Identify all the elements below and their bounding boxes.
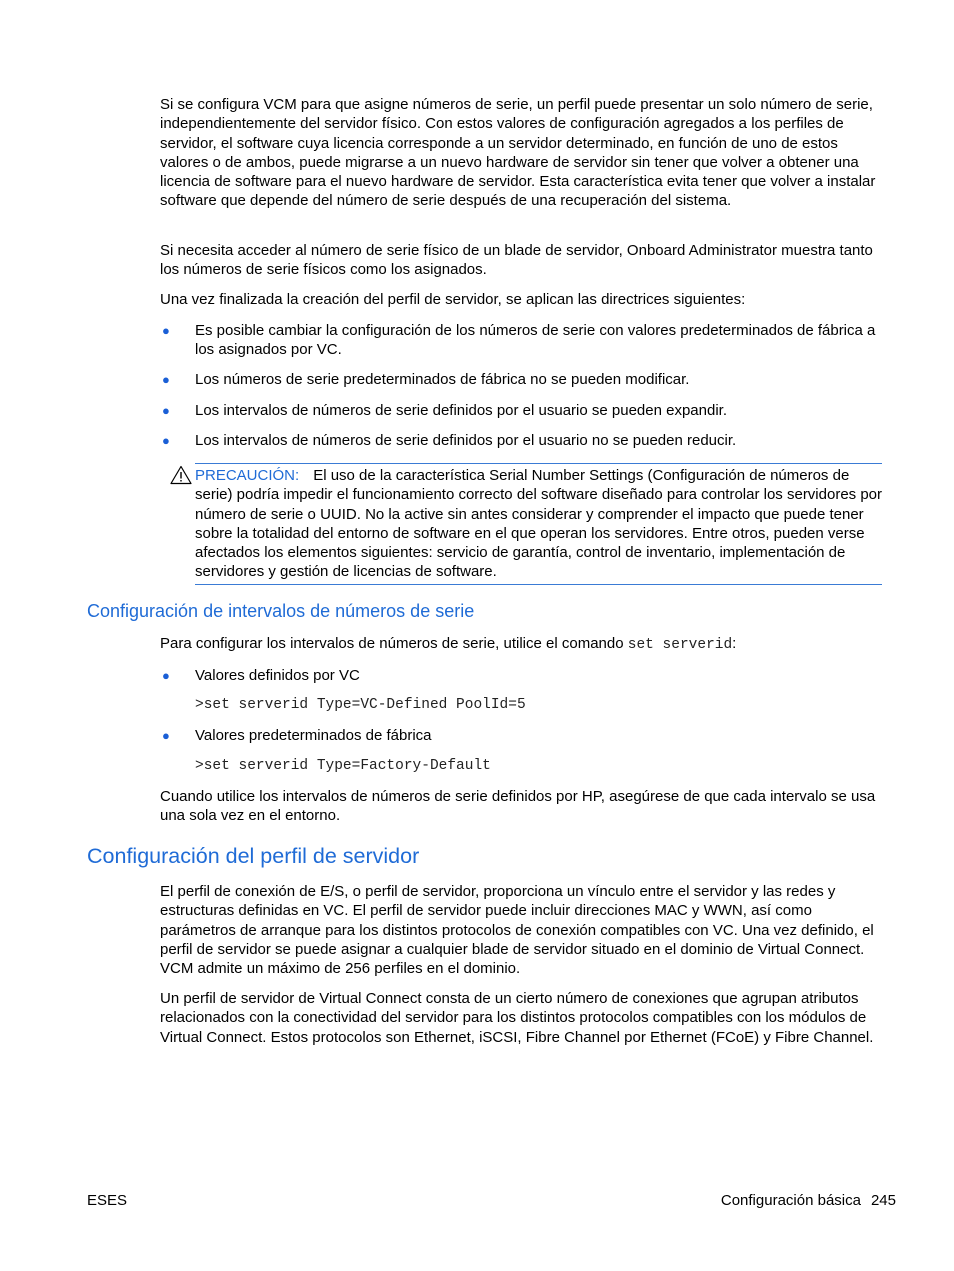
paragraph-serial-intro: [160, 95, 885, 211]
list-item-text: Los números de serie predeterminados de fábrica no se pueden modificar.: [195, 371, 690, 388]
list-item-text: Es posible cambiar la configuración de los números de serie con valores predeterminados de fábrica a los asignados por VC.: [195, 322, 876, 359]
caution-text: El uso de la característica Serial Number Settings (Configuración de números de serie) podría impedir el funcionamiento correcto del software diseñado para controlar los servidores por número de serie o UUID. No la active sin antes considerar y comprender el impacto que puede tener sobre la totalidad del entorno de software en el que operan los servidores. Entre otros, pueden verse afectados los elementos siguientes: servicio de garantía, control de inventario, implementación de servidores y gestión de licencias de software.: [195, 467, 883, 581]
code-sample: >set serverid Type=Factory-Default: [195, 758, 491, 774]
paragraph-text: Una vez finalizada la creación del perfil de servidor, se aplican las directrices siguientes:: [160, 291, 746, 308]
paragraph-text: Si se configura VCM para que asigne números de serie, un perfil puede presentar un solo número de serie, independientemente del servidor físico. Con estos valores de configuración agregados a los perfiles de servidor, el software cuya licencia corresponde a un servidor determinado, en función de uno de estos valores o de ambos, puede migrarse a un nuevo hardware de servidor sin tener que volver a obtener una licencia de software para el nuevo hardware de servidor. Esta característica evita tener que volver a instalar software que depende del número de serie después de una recuperación del sistema.: [160, 96, 876, 210]
caution-note: [195, 463, 882, 585]
page-number: 245: [870, 1192, 896, 1209]
paragraph-profile-intro: [160, 882, 885, 978]
paragraph-guidelines-intro: [160, 290, 885, 309]
paragraph-text: El perfil de conexión de E/S, o perfil de servidor, proporciona un vínculo entre el servidor y las redes y estructuras definidas en VC. El perfil de servidor puede incluir direcciones MAC y WWN, así como parámetros de arranque para los distintos protocolos de conexión compatibles con VC. Una vez definido, el perfil de servidor se puede asignar a cualquier blade de servidor situado en el dominio de Virtual Connect. VCM admite un máximo de 256 perfiles en el dominio.: [160, 883, 874, 978]
footer-locale: ESES: [87, 1192, 128, 1209]
bullet-icon: ●: [162, 323, 170, 338]
bullet-icon: ●: [162, 668, 170, 683]
warning-icon: [170, 465, 192, 485]
caution-text-block: [195, 466, 882, 582]
paragraph-text: Un perfil de servidor de Virtual Connect consta de un cierto número de conexiones que agrupan atributos relacionados con la conectividad del servidor para los distintos protocolos compatibles con los módulos de Virtual Connect. Estos protocolos son Ethernet, iSCSI, Fibre Channel por Ethernet (FCoE) y Fibre Channel.: [160, 990, 874, 1046]
bullet-icon: ●: [162, 433, 170, 448]
intro-text: Para configurar los intervalos de números de serie, utilice el comando: [160, 635, 628, 652]
list-item-text: Los intervalos de números de serie definidos por el usuario se pueden expandir.: [195, 402, 728, 419]
bullet-icon: ●: [162, 403, 170, 418]
list-item: [160, 401, 885, 420]
paragraph-text: Cuando utilice los intervalos de números de serie definidos por HP, asegúrese de que cada intervalo se usa una sola vez en el entorno.: [160, 788, 876, 825]
paragraph-onboard-admin: [160, 241, 885, 280]
list-item: [160, 370, 885, 389]
paragraph-profile-connections: [160, 989, 885, 1047]
code-sample: >set serverid Type=VC-Defined PoolId=5: [195, 697, 526, 713]
list-item: [160, 431, 885, 450]
caution-label: PRECAUCIÓN:: [195, 467, 300, 484]
paragraph-text: Si necesita acceder al número de serie físico de un blade de servidor, Onboard Administrator muestra tanto los números de serie físicos como los asignados.: [160, 242, 873, 279]
footer-chapter: [721, 1192, 896, 1209]
bullet-icon: ●: [162, 372, 170, 387]
paragraph-command-intro: [160, 634, 885, 655]
section-title: Configuración del perfil de servidor: [87, 844, 420, 868]
list-item: [160, 726, 885, 745]
inline-code: set serverid: [627, 637, 733, 653]
paragraph-hp-intervals: [160, 787, 885, 826]
paragraph-text: [160, 634, 885, 655]
footer-chapter-title: Configuración básica: [720, 1192, 861, 1209]
subsection-title: Configuración de intervalos de números de serie: [87, 601, 475, 621]
list-item-text: Los intervalos de números de serie definidos por el usuario no se pueden reducir.: [195, 432, 737, 449]
list-item: [160, 321, 885, 360]
list-item-text: Valores definidos por VC: [195, 667, 360, 684]
intro-punct: :: [732, 635, 737, 652]
list-item: [160, 666, 885, 685]
bullet-icon: ●: [162, 728, 170, 743]
list-item-text: Valores predeterminados de fábrica: [195, 727, 432, 744]
